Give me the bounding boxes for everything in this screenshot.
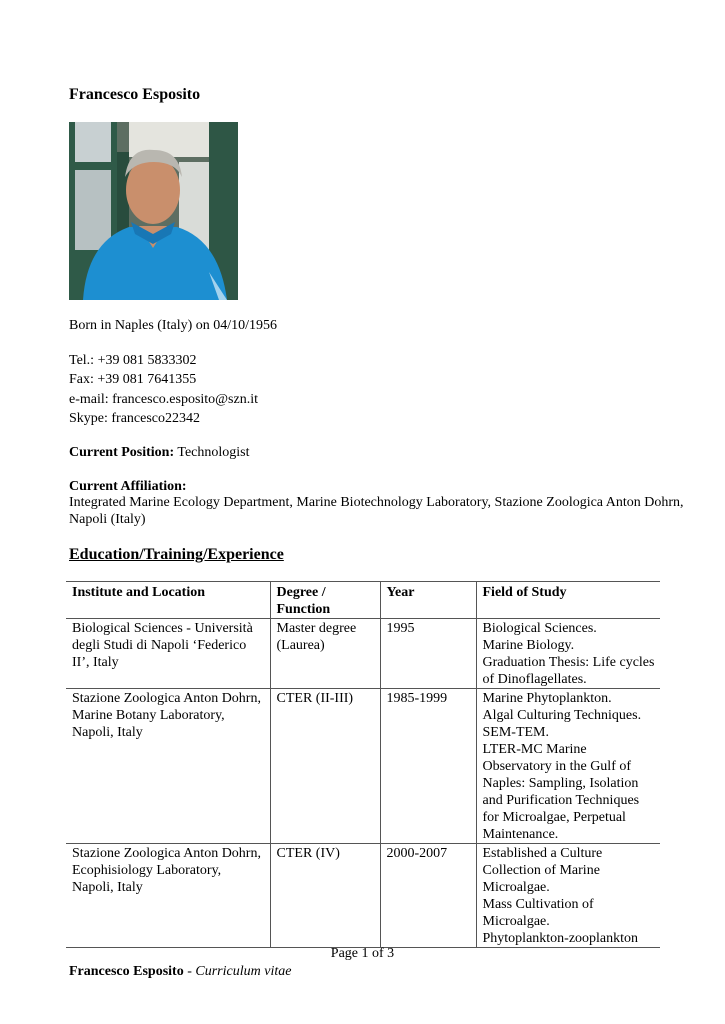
cell-institute: Stazione Zoologica Anton Dohrn, Ecophisiology Laboratory, Napoli, Italy bbox=[66, 844, 270, 948]
table-header-row bbox=[66, 582, 660, 619]
current-affiliation-label: Current Affiliation: bbox=[69, 479, 187, 494]
portrait-photo bbox=[69, 122, 238, 300]
footer-name: Francesco Esposito bbox=[69, 964, 184, 979]
skype: Skype: francesco22342 bbox=[69, 411, 201, 426]
field-line: LTER-MC Marine Observatory in the Gulf of Naples: Sampling, Isolation and Purification Techniques for Microalgae, Perpetual Maintenance. bbox=[482, 742, 640, 842]
field-line: Biological Sciences. bbox=[482, 621, 597, 636]
cell-degree: CTER (IV) bbox=[270, 844, 380, 948]
table-row bbox=[66, 844, 660, 948]
field-line: Established a Culture Collection of Marine Microalgae. bbox=[482, 846, 603, 895]
current-position bbox=[69, 444, 250, 462]
cell-year: 1995 bbox=[380, 619, 476, 689]
cell-year: 1985-1999 bbox=[380, 689, 476, 844]
table-row bbox=[66, 619, 660, 689]
education-table bbox=[66, 581, 660, 948]
cell-institute: Biological Sciences - Università degli Studi di Napoli ‘Federico II’, Italy bbox=[66, 619, 270, 689]
page-number: Page 1 of 3 bbox=[330, 946, 395, 961]
cell-field bbox=[476, 844, 660, 948]
header-year: Year bbox=[380, 582, 476, 619]
cell-degree: CTER (II-III) bbox=[270, 689, 380, 844]
field-line: SEM-TEM. bbox=[482, 725, 549, 740]
current-position-label: Current Position: bbox=[69, 445, 175, 460]
field-line: Marine Biology. bbox=[482, 638, 575, 653]
cell-degree: Master degree (Laurea) bbox=[270, 619, 380, 689]
person-name-heading: Francesco Esposito bbox=[69, 86, 201, 103]
telephone: Tel.: +39 081 5833302 bbox=[69, 353, 197, 368]
current-position-value: Technologist bbox=[177, 445, 250, 460]
field-line: Mass Cultivation of Microalgae. bbox=[482, 897, 594, 929]
table-row bbox=[66, 689, 660, 844]
header-institute: Institute and Location bbox=[66, 582, 270, 619]
current-affiliation-value: Integrated Marine Ecology Department, Marine Biotechnology Laboratory, Stazione Zoologica Anton Dohrn, Napoli (Italy) bbox=[69, 495, 684, 527]
cell-institute: Stazione Zoologica Anton Dohrn, Marine Botany Laboratory, Napoli, Italy bbox=[66, 689, 270, 844]
footer-doc-title: Curriculum vitae bbox=[195, 964, 292, 979]
field-line: Marine Phytoplankton. bbox=[482, 691, 612, 706]
field-line: Phytoplankton-zooplankton bbox=[482, 931, 639, 946]
birth-info: Born in Naples (Italy) on 04/10/1956 bbox=[69, 318, 278, 333]
footer-separator: - bbox=[183, 964, 196, 979]
field-line: Algal Culturing Techniques. bbox=[482, 708, 642, 723]
cell-field bbox=[476, 619, 660, 689]
header-degree: Degree / Function bbox=[270, 582, 380, 619]
cell-field bbox=[476, 689, 660, 844]
email: e-mail: francesco.esposito@szn.it bbox=[69, 392, 258, 407]
fax: Fax: +39 081 7641355 bbox=[69, 372, 197, 387]
field-line: Graduation Thesis: Life cycles of Dinoflagellates. bbox=[482, 655, 655, 687]
education-section-title: Education/Training/Experience bbox=[69, 546, 284, 563]
header-field: Field of Study bbox=[476, 582, 660, 619]
cell-year: 2000-2007 bbox=[380, 844, 476, 948]
footer bbox=[69, 964, 291, 980]
